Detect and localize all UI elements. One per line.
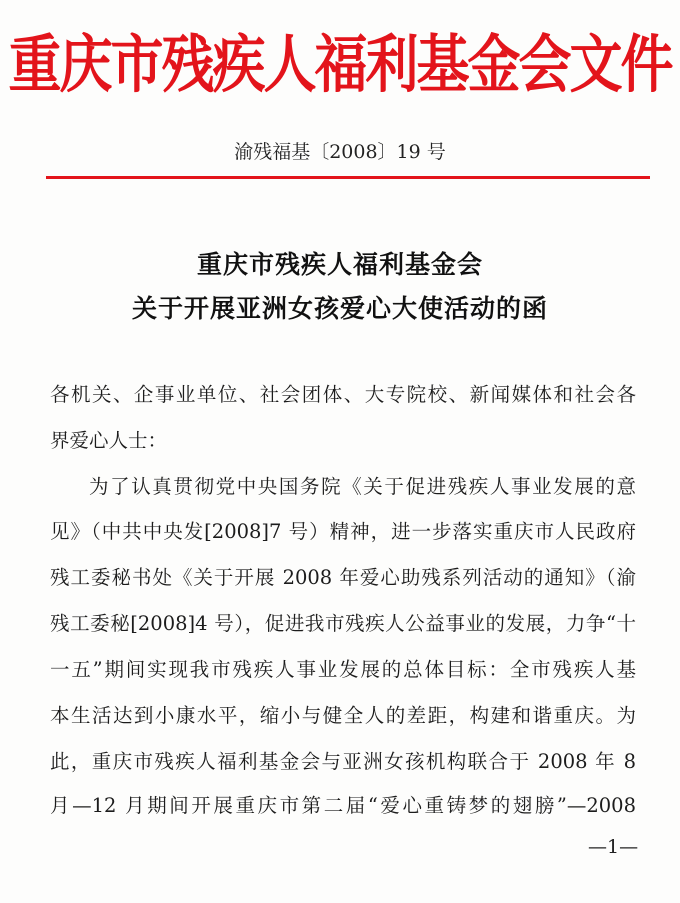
- body-line-1: 各机关、企事业单位、社会团体、大专院校、新闻媒体和社会各: [50, 383, 636, 406]
- body-line-10: 月—12 月期间开展重庆市第二届“爱心重铸梦的翅膀”—2008: [50, 794, 636, 817]
- page-number: —1—: [588, 836, 639, 858]
- document-title-line-1: 重庆市残疾人福利基金会: [196, 250, 483, 279]
- body-line-9: 此，重庆市残疾人福利基金会与亚洲女孩机构联合于 2008 年 8: [50, 750, 636, 773]
- body-line-7: 一五”期间实现我市残疾人事业发展的总体目标：全市残疾人基: [50, 658, 636, 681]
- body-line-3: 为了认真贯彻党中央国务院《关于促进残疾人事业发展的意: [89, 475, 636, 498]
- body-line-2: 界爱心人士：: [50, 429, 168, 452]
- document-title-line-2: 关于开展亚洲女孩爱心大使活动的函: [131, 294, 548, 323]
- body-line-5: 残工委秘书处《关于开展 2008 年爱心助残系列活动的通知》（渝: [50, 566, 636, 589]
- body-line-4: 见》（中共中央发[2008]7 号）精神，进一步落实重庆市人民政府: [50, 520, 636, 543]
- masthead-title: 重庆市残疾人福利基金会文件: [8, 28, 672, 102]
- document-number: 渝残福基〔2008〕19 号: [234, 141, 446, 163]
- body-line-8: 本生活达到小康水平，缩小与健全人的差距，构建和谐重庆。为: [50, 704, 636, 727]
- body-line-6: 残工委秘[2008]4 号），促进我市残疾人公益事业的发展，力争“十: [50, 612, 636, 635]
- red-divider-line: [46, 176, 650, 179]
